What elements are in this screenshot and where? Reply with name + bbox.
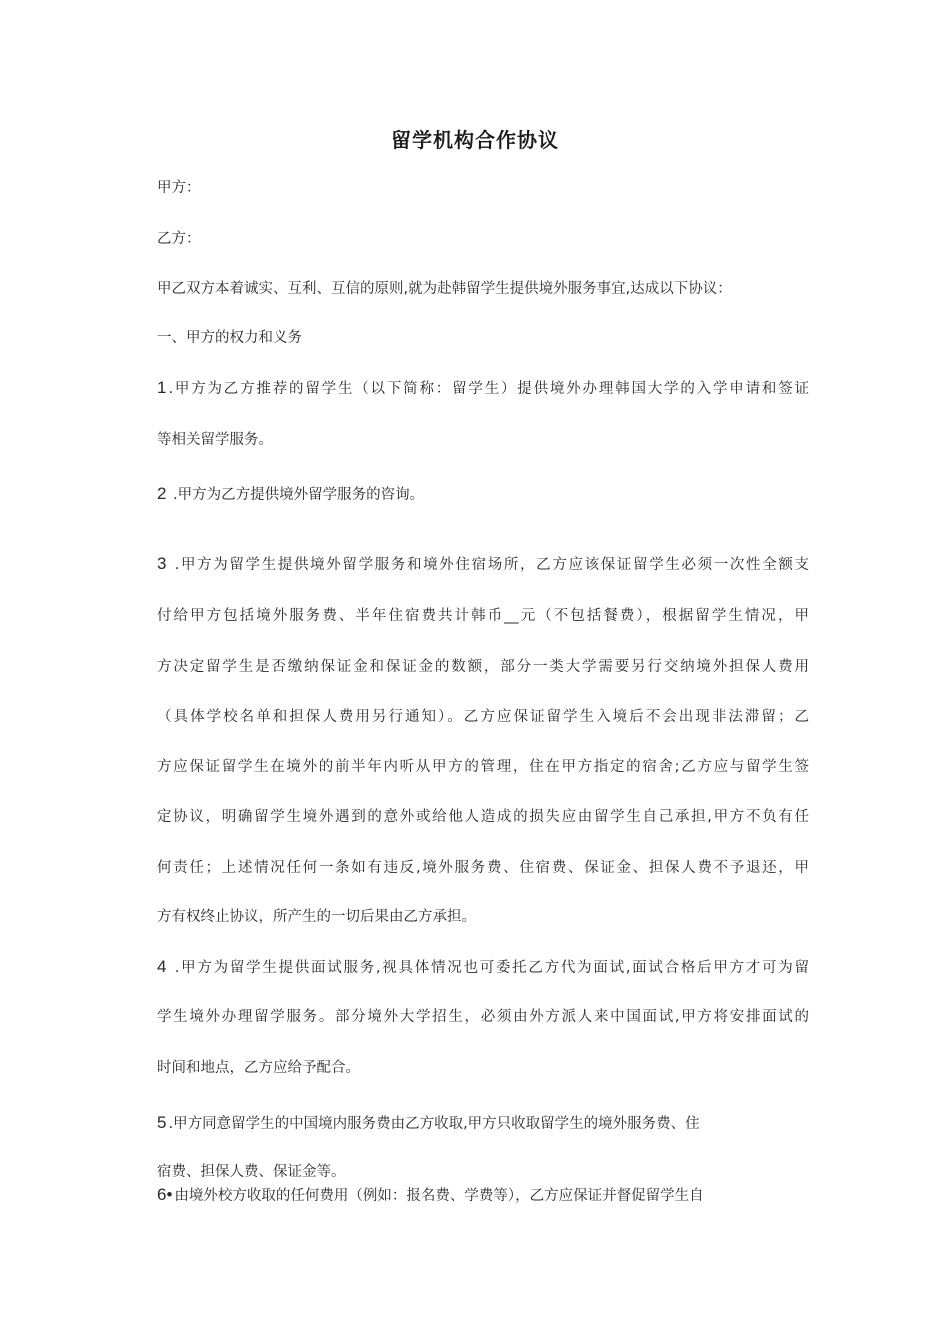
line-text: 一、甲方的权力和义务 (157, 330, 302, 346)
clause-1-line-2 (157, 428, 273, 449)
preamble-line (157, 277, 732, 298)
clause-3-line-1 (157, 553, 809, 574)
line-text: 方有权终止协议，所产生的一切后果由乙方承担。 (157, 909, 476, 925)
clause-2-line-1 (157, 483, 424, 504)
clause-number: 4 (157, 957, 167, 976)
clause-4-line-2 (157, 1005, 809, 1026)
line-text: 由境外校方收取的任何费用（例如：报名费、学费等），乙方应保证并督促留学生自 (174, 1188, 704, 1204)
clause-4-line-1 (157, 956, 809, 977)
party-b-line (157, 227, 201, 248)
line-text: 宿费、担保人费、保证金等。 (157, 1164, 346, 1180)
clause-3-line-4 (157, 705, 809, 726)
line-text: 等相关留学服务。 (157, 432, 273, 448)
clause-4-line-3 (157, 1056, 360, 1077)
clause-number: 2 (157, 484, 167, 503)
clause-5-line-1 (157, 1112, 700, 1133)
party-a-line (157, 176, 201, 197)
clause-3-line-8 (157, 905, 476, 926)
line-text: 乙方： (157, 231, 201, 247)
line-text: .甲方为乙方提供境外留学服务的咨询。 (168, 487, 425, 503)
clause-number: 3 (157, 554, 167, 573)
line-text: 定协议，明确留学生境外遇到的意外或给他人造成的损失应由留学生自己承担,甲方不负有任 (157, 809, 809, 825)
clause-3-line-3 (157, 655, 809, 676)
clause-3-line-7 (157, 856, 809, 877)
document-title: 留学机构合作协议 (391, 128, 559, 152)
line-text: （具体学校名单和担保人费用另行通知）。乙方应保证留学生入境后不会出现非法滞留；乙 (157, 709, 809, 725)
clause-number: 6• (157, 1185, 173, 1204)
line-text: 方决定留学生是否缴纳保证金和保证金的数额，部分一类大学需要另行交纳境外担保人费用 (157, 659, 809, 675)
line-text: .甲方同意留学生的中国境内服务费由乙方收取,甲方只收取留学生的境外服务费、住 (168, 1116, 700, 1132)
line-text: 学生境外办理留学服务。部分境外大学招生，必须由外方派人来中国面试,甲方将安排面试的 (157, 1009, 809, 1025)
clause-5-line-2 (157, 1160, 346, 1181)
line-text: 甲乙双方本着诚实、互利、互信的原则,就为赴韩留学生提供境外服务事宜,达成以下协议： (157, 281, 732, 297)
line-text: .甲方为留学生提供境外留学服务和境外住宿场所，乙方应该保证留学生必须一次性全额支 (168, 557, 809, 573)
line-text: 甲方： (157, 180, 201, 196)
line-text: 方应保证留学生在境外的前半年内听从甲方的管理，住在甲方指定的宿舍;乙方应与留学生签 (157, 759, 809, 775)
clause-number: 1 (157, 378, 167, 397)
section-heading (157, 326, 302, 347)
clause-3-line-5 (157, 755, 809, 776)
line-text: .甲方为留学生提供面试服务,视具体情况也可委托乙方代为面试,面试合格后甲方才可为留 (168, 960, 809, 976)
clause-6-line-1 (157, 1184, 704, 1205)
clause-number: 5 (157, 1113, 167, 1132)
clause-3-line-6 (157, 805, 809, 826)
line-text: 付给甲方包括境外服务费、半年住宿费共计韩币__元（不包括餐费），根据留学生情况，甲 (157, 608, 809, 624)
clause-1-line-1 (157, 377, 809, 398)
line-text: 时间和地点，乙方应给予配合。 (157, 1060, 360, 1076)
line-text: 何责任；上述情况任何一条如有违反,境外服务费、住宿费、保证金、担保人费不予退还，甲 (157, 860, 809, 876)
line-text: .甲方为乙方推荐的留学生（以下简称：留学生）提供境外办理韩国大学的入学申请和签证 (168, 381, 809, 397)
clause-3-line-2 (157, 604, 809, 625)
